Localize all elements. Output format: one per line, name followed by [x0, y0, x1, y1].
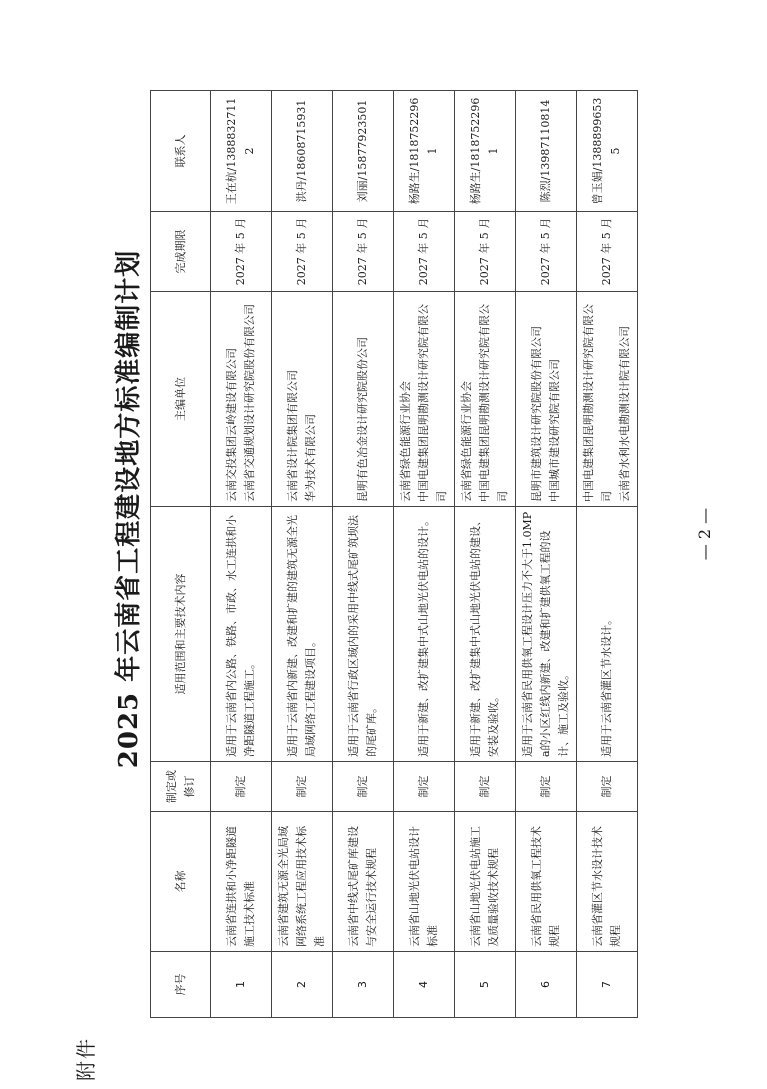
header-scope: 适用范围和主要技术内容 — [151, 507, 211, 762]
row-deadline: 2027 年 5 月 — [333, 212, 394, 292]
page-number: — 2 — — [695, 507, 714, 561]
row-scope: 适用于云南省内公路、铁路、市政、水工连拱和小净距隧道工程施工。 — [211, 507, 272, 762]
row-type: 制定 — [516, 762, 577, 812]
row-name: 云南省灌区节水设计技术规程 — [577, 812, 638, 952]
header-contact: 联系人 — [151, 91, 211, 212]
row-contact: 杨路生/18187522961 — [394, 91, 455, 212]
table-row — [394, 91, 455, 1018]
row-scope: 适用于云南省民用供氧工程设计压力不大于1.0MPa的小区红线内新建、改建和扩建供氧工程的设计、施工及验收。 — [516, 507, 577, 762]
row-contact: 洪丹/18608715931 — [272, 91, 333, 212]
attachment-label: 附件 — [74, 1037, 98, 1081]
row-index: 4 — [394, 952, 455, 1018]
table-row — [211, 91, 272, 1018]
row-unit: 云南省绿色能源行业协会 中国电建集团昆明勘测设计研究院有限公司 — [394, 292, 455, 507]
row-type: 制定 — [577, 762, 638, 812]
row-name: 云南省山地光伏电站设计标准 — [394, 812, 455, 952]
row-deadline: 2027 年 5 月 — [211, 212, 272, 292]
row-scope: 适用于新建、改扩建集中式山地光伏电站的设计。 — [394, 507, 455, 762]
row-type: 制定 — [394, 762, 455, 812]
row-type: 制定 — [272, 762, 333, 812]
row-index: 2 — [272, 952, 333, 1018]
table-row — [455, 91, 516, 1018]
row-type: 制定 — [333, 762, 394, 812]
row-name: 云南省连拱和小净距隧道施工技术标准 — [211, 812, 272, 952]
header-unit: 主编单位 — [151, 292, 211, 507]
row-index: 3 — [333, 952, 394, 1018]
row-deadline: 2027 年 5 月 — [455, 212, 516, 292]
row-scope: 适用于云南省灌区节水设计。 — [577, 507, 638, 762]
header-type: 制定或修订 — [151, 762, 211, 812]
row-name: 云南省中线式尾矿库建设与安全运行技术规程 — [333, 812, 394, 952]
row-scope: 适用于新建、改扩建集中式山地光伏电站的建设、安装及验收。 — [455, 507, 516, 762]
page-title: 2025 年云南省工程建设地方标准编制计划 — [114, 249, 144, 769]
row-unit: 中国电建集团昆明勘测设计研究院有限公司 云南省水利水电勘测设计院有限公司 — [577, 292, 638, 507]
row-contact: 王在杭/13888327112 — [211, 91, 272, 212]
row-unit: 云南省绿色能源行业协会 中国电建集团昆明勘测设计研究院有限公司 — [455, 292, 516, 507]
row-contact: 刘丽/15877923501 — [333, 91, 394, 212]
row-index: 5 — [455, 952, 516, 1018]
row-deadline: 2027 年 5 月 — [577, 212, 638, 292]
row-deadline: 2027 年 5 月 — [272, 212, 333, 292]
row-index: 1 — [211, 952, 272, 1018]
table-row — [516, 91, 577, 1018]
row-deadline: 2027 年 5 月 — [516, 212, 577, 292]
row-index: 7 — [577, 952, 638, 1018]
row-unit: 昆明有色冶金设计研究院股份公司 — [333, 292, 394, 507]
row-unit: 云南省设计院集团有限公司 华为技术有限公司 — [272, 292, 333, 507]
row-type: 制定 — [455, 762, 516, 812]
row-contact: 陈烈/13987110814 — [516, 91, 577, 212]
row-name: 云南省民用供氧工程技术规程 — [516, 812, 577, 952]
row-unit: 云南交投集团云岭建设有限公司 云南省交通规划设计研究院股份有限公司 — [211, 292, 272, 507]
header-index: 序号 — [151, 952, 211, 1018]
table-row — [333, 91, 394, 1018]
row-index: 6 — [516, 952, 577, 1018]
header-name: 名称 — [151, 812, 211, 952]
row-scope: 适用于云南省行政区域内的采用中线式尾矿筑坝法的尾矿库。 — [333, 507, 394, 762]
plan-table — [150, 90, 638, 1018]
header-deadline: 完成期限 — [151, 212, 211, 292]
row-contact: 曾玉娟/13888996535 — [577, 91, 638, 212]
row-scope: 适用于云南省内新建、改建和扩建的建筑无源全光局域网络工程建设项目。 — [272, 507, 333, 762]
table-row — [272, 91, 333, 1018]
row-contact: 杨路生/18187522961 — [455, 91, 516, 212]
row-name: 云南省山地光伏电站施工及质量验收技术规程 — [455, 812, 516, 952]
table-header-row — [151, 91, 211, 1018]
table-row — [577, 91, 638, 1018]
row-name: 云南省建筑无源全光局域网络系统工程应用技术标准 — [272, 812, 333, 952]
row-type: 制定 — [211, 762, 272, 812]
row-deadline: 2027 年 5 月 — [394, 212, 455, 292]
row-unit: 昆明市建筑设计研究院股份有限公司 中国城市建设研究院有限公司 — [516, 292, 577, 507]
